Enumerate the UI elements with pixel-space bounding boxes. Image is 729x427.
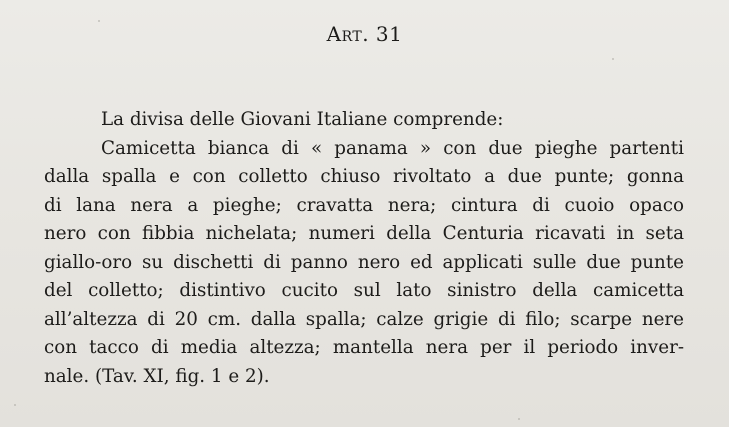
text-line-last: nale. (Tav. XI, fig. 1 e 2). xyxy=(44,365,270,387)
article-heading xyxy=(0,22,729,46)
text-line: di lana nera a pieghe; cravatta nera; cintura di cuoio opaco xyxy=(44,194,684,216)
text-line: all’altezza di 20 cm. dalla spalla; calze grigie di filo; scarpe nere xyxy=(44,308,684,330)
article-body xyxy=(44,106,684,391)
text-line: nero con fibbia nichelata; numeri della Centuria ricavati in seta xyxy=(44,223,684,244)
text-line: dalla spalla e con colletto chiuso rivoltato a due punte; gonna xyxy=(44,166,684,187)
paper-speck xyxy=(98,20,100,22)
paper-speck xyxy=(14,404,16,406)
paper-speck xyxy=(612,58,614,60)
text-line: del colletto; distintivo cucito sul lato sinistro della camicetta xyxy=(44,280,684,301)
paper-speck xyxy=(518,418,520,420)
text-line: giallo-oro su dischetti di panno nero ed applicati sulle due punte xyxy=(44,251,684,273)
article-prefix: Art. xyxy=(326,22,370,46)
article-number: 31 xyxy=(375,22,403,46)
text-line: con tacco di media altezza; mantella nera per il periodo inver- xyxy=(44,337,684,358)
paragraph-intro: La divisa delle Giovani Italiane comprende: xyxy=(101,109,504,130)
text-line: Camicetta bianca di « panama » con due pieghe partenti xyxy=(101,137,684,159)
